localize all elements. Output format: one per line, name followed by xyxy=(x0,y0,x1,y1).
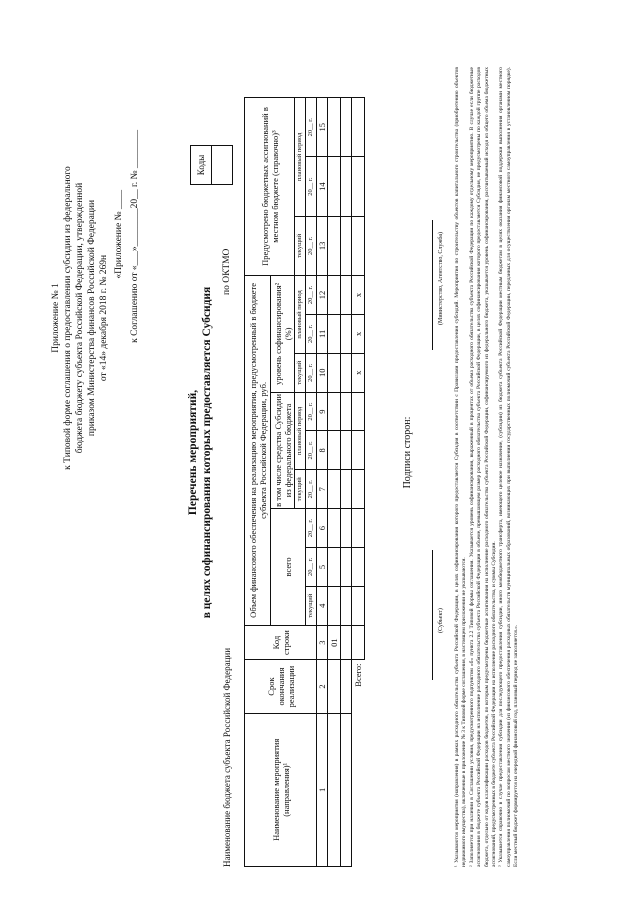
cell[interactable] xyxy=(341,470,352,509)
x-mark: x xyxy=(352,353,365,392)
header-year: 20__ г. xyxy=(306,314,317,353)
cell[interactable] xyxy=(328,98,341,157)
header-plan-period: плановый период xyxy=(295,276,306,354)
header-cofinancing-level: уровень софинансирования² (%) xyxy=(271,276,295,393)
cell[interactable] xyxy=(352,392,365,431)
measures-table xyxy=(244,97,365,867)
column-number: 13 xyxy=(317,216,328,275)
cell[interactable] xyxy=(341,713,352,866)
cell[interactable] xyxy=(341,353,352,392)
column-number: 6 xyxy=(317,509,328,548)
cell[interactable] xyxy=(341,98,352,157)
cell[interactable] xyxy=(352,98,365,157)
appendix-line: от «14» декабря 2018 г. № 269н xyxy=(99,254,109,382)
oktmo-label: по ОКТМО xyxy=(222,248,232,295)
cell[interactable] xyxy=(328,216,341,275)
signatures-title: Подписи сторон: xyxy=(402,416,413,489)
oktmo-code-cell[interactable] xyxy=(212,146,233,185)
cell[interactable] xyxy=(341,392,352,431)
cell[interactable] xyxy=(341,625,352,660)
header-current: текущий xyxy=(295,470,306,509)
table-row xyxy=(341,98,352,867)
x-mark: x xyxy=(352,276,365,315)
header-measure-name: Наименование мероприятия (направления)¹ xyxy=(245,713,317,866)
signature-line-left xyxy=(432,550,433,680)
column-number: 8 xyxy=(317,431,328,470)
cell[interactable] xyxy=(328,392,341,431)
header-year: 20__ г. xyxy=(306,548,317,587)
column-number: 12 xyxy=(317,276,328,315)
header-term: Срок окончания реализации xyxy=(245,660,317,713)
cell[interactable] xyxy=(341,431,352,470)
cell[interactable] xyxy=(328,353,341,392)
header-current: текущий xyxy=(295,353,306,392)
cell[interactable] xyxy=(328,713,341,866)
cell[interactable] xyxy=(328,157,341,216)
appendix-line: бюджета бюджету субъекта Российской Федерации, утвержденной xyxy=(75,182,85,454)
header-year: 20__ г. xyxy=(306,392,317,431)
column-number: 9 xyxy=(317,392,328,431)
column-number: 4 xyxy=(317,586,328,625)
header-total: всего xyxy=(271,509,306,626)
appendix-line: приказом Министерства финансов Российской Федерации xyxy=(87,199,97,437)
cell[interactable] xyxy=(341,276,352,315)
header-current: текущий xyxy=(295,216,306,275)
footnotes xyxy=(454,67,521,867)
cell[interactable] xyxy=(328,660,341,713)
header-volume: Объем финансового обеспечения на реализацию мероприятия, предусмотренный в бюджете субъекта Российской Федерации, руб. xyxy=(245,276,271,626)
signature-label-right: (Министерство, Агентство, Служба) xyxy=(438,231,444,325)
column-number: 5 xyxy=(317,548,328,587)
total-label: Всего: xyxy=(352,660,365,867)
cell[interactable] xyxy=(352,157,365,216)
cell[interactable] xyxy=(352,586,365,625)
column-number: 10 xyxy=(317,353,328,392)
cell[interactable] xyxy=(352,509,365,548)
cell[interactable] xyxy=(352,216,365,275)
cell[interactable] xyxy=(328,586,341,625)
cell[interactable] xyxy=(328,314,341,353)
header-year: 20__ г. xyxy=(306,353,317,392)
page-title xyxy=(186,0,214,905)
x-mark: x xyxy=(352,314,365,353)
signature-label-left: (Субъект) xyxy=(438,608,444,633)
column-number: 11 xyxy=(317,314,328,353)
codes-box xyxy=(190,145,233,185)
appendix-header xyxy=(50,108,110,528)
cell[interactable] xyxy=(341,586,352,625)
footnote: ¹ Указываются мероприятия (направления) в рамках расходного обязательства субъекта Российской Федерации, в целях софинансирования которого предоставляется Субсидия в соответствии с Правилами предоставления субсидий. Мероприятия по строительству объектов капитального строительства (приобретению объектов недвижимого имущества), включенные в приложение № 3 к Типовой форме соглашения, в настоящем приложении не указываются. xyxy=(454,67,468,867)
cell[interactable] xyxy=(352,548,365,587)
title-line-2: в целях софинансирования которых предоставляется Субсидия xyxy=(201,286,213,619)
cell[interactable] xyxy=(352,625,365,660)
cell[interactable] xyxy=(341,216,352,275)
cell[interactable] xyxy=(341,157,352,216)
cell[interactable] xyxy=(328,470,341,509)
cell[interactable] xyxy=(352,470,365,509)
cell[interactable] xyxy=(341,509,352,548)
cell[interactable] xyxy=(341,548,352,587)
header-current: текущий xyxy=(306,586,317,625)
header-plan-period: плановый период xyxy=(295,98,306,217)
cell[interactable] xyxy=(328,431,341,470)
agreement-appendix: «Приложение № ____ xyxy=(114,190,124,279)
cell[interactable] xyxy=(328,276,341,315)
column-number: 3 xyxy=(317,625,328,660)
header-subsidy: в том числе средства Субсидии из федерального бюджета xyxy=(272,393,293,507)
row-code-cell: 01 xyxy=(328,625,341,660)
title-line-1: Перечень мероприятий, xyxy=(187,389,199,516)
footnote: ³ Указывается справочно в случае предоставления субсидии для последующего предоставления субсидии, иного межбюджетного трансферта, имеющего целевое назначение, (субсидии) из бюджета субъекта Российской Федерации местным бюджетам в целях оказания финансовой поддержки выполнения органами местного самоуправления полномочий по вопросам местного значения (из финансового обеспечения расходных обязательств муниципальных образований, возникающих при выполнении государственных полномочий субъекта Российской Федерации, переданных для осуществления органам местного самоуправления в установленном порядке). Если местный бюджет формируется на очередной финансовый год, плановый период не заполняется.». xyxy=(498,67,520,867)
footnote: ² Заполняется при наличии в Соглашении условия, предусмотренного подпунктом «б» пункта 2.2 Типовой формы соглашения. Указывается уровень софинансирования, выраженный в процентах от объема расходного обязательства субъекта Российской Федерации по каждому отдельному мероприятию. В случае если бюджетные ассигнования в бюджете субъекта Российской Федерации на исполнение расходного обязательства субъекта Российской Федерации в объеме, превышающем размер расходного обязательства субъекта Российской Федерации, в целях софинансирования которого предоставляется Субсидия, не предусмотрены по каждой группе расходов бюджета, отдельно от кодов классификации расходов бюджетов, по которым предусмотрены бюджетные ассигнования на исполнение расходного обязательства субъекта Российской Федерации, софинансируемого из федерального бюджета, указывается уровень софинансирования, рассчитываемый исходя из общего объема бюджетных ассигнований, предусмотренных в бюджете субъекта Российской Федерации на исполнение расходного обязательства, и суммы Субсидии. xyxy=(468,67,498,867)
agreement-reference: к Соглашению от «___»________20__ г. № ________ xyxy=(130,130,140,343)
header-year: 20__ г. xyxy=(306,98,317,157)
header-year: 20__ г. xyxy=(306,431,317,470)
appendix-line: Приложение № 1 xyxy=(51,283,61,353)
signature-line-right xyxy=(432,220,433,350)
column-number: 2 xyxy=(317,660,328,713)
budget-name-label: Наименование бюджета субъекта Российской Федерации xyxy=(222,647,232,867)
cell[interactable] xyxy=(328,548,341,587)
cell[interactable] xyxy=(341,314,352,353)
header-year: 20__ г. xyxy=(306,276,317,315)
appendix-line: к Типовой форме соглашения о предоставлении субсидии из федерального xyxy=(63,166,73,470)
column-number: 14 xyxy=(317,157,328,216)
total-row xyxy=(352,98,365,867)
header-year: 20__ г. xyxy=(306,509,317,548)
cell[interactable] xyxy=(352,431,365,470)
column-number: 1 xyxy=(317,713,328,866)
header-local-budget: Предусмотрено бюджетных ассигнований в местном бюджете (справочно)³ xyxy=(245,98,295,276)
column-number: 15 xyxy=(317,98,328,157)
header-year: 20__ г. xyxy=(306,157,317,216)
column-number: 7 xyxy=(317,470,328,509)
codes-header: Коды xyxy=(191,146,212,185)
header-plan-period: плановый период xyxy=(295,392,306,470)
table-row xyxy=(328,98,341,867)
header-year: 20__ г. xyxy=(306,470,317,509)
cell[interactable] xyxy=(341,660,352,713)
header-year: 20__ г. xyxy=(306,216,317,275)
column-numbers-row xyxy=(317,98,328,867)
cell[interactable] xyxy=(328,509,341,548)
header-row-code: Код строки xyxy=(245,625,317,660)
